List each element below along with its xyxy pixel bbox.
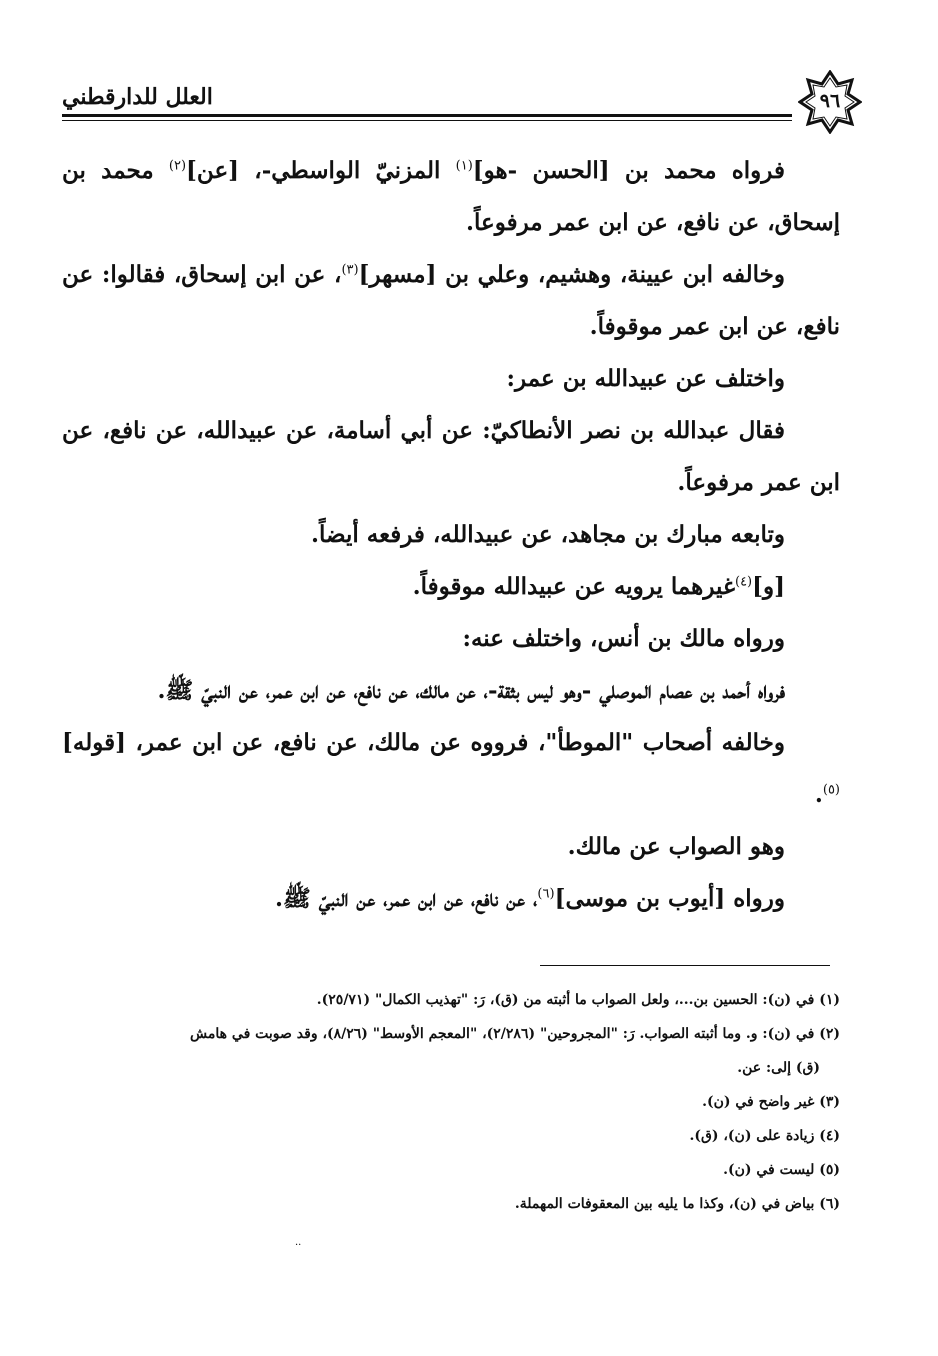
paragraph: وهو الصواب عن مالك. xyxy=(567,833,785,860)
paragraph: ورواه مالك بن أنس، واختلف عنه: xyxy=(462,625,785,652)
footnote-separator xyxy=(540,965,830,966)
paragraph: واختلف عن عبيدالله بن عمر: xyxy=(506,365,785,392)
footnote-ref[interactable]: (٥) xyxy=(822,782,840,798)
paragraph: ورواه [أيوب بن موسى]$^{(٦)}$، عن نافع، عن ابن عمر، عن النبيّ ﷺ. xyxy=(274,885,785,912)
header-rule-thick xyxy=(62,114,792,117)
footnote: (٥) ليست في (ن). xyxy=(723,1162,840,1178)
page-number: ٩٦ xyxy=(819,90,841,112)
paragraph: وتابعه مبارك بن مجاهد، عن عبيدالله، فرفعه أيضاً. xyxy=(311,521,785,548)
page-header xyxy=(62,70,862,130)
footnote-ref[interactable]: (٤) xyxy=(734,574,753,590)
footnote-ref[interactable]: (٦) xyxy=(537,886,555,902)
paragraph: [و]$^{(٤)}$غيرهما يرويه عن عبيدالله موقوفاً. xyxy=(412,573,785,600)
footnote: (٣) غير واضح في (ن). xyxy=(702,1094,840,1110)
footnote-continuation: (ق) إلى: عن. xyxy=(737,1060,820,1076)
footnote-ref[interactable]: (٣) xyxy=(341,262,359,278)
paragraph: وخالفه ابن عيينة، وهشيم، وعلي بن [مسهر]$^{(٣)}$، عن ابن إسحاق، فقالوا: عن نافع، عن ابن عمر موقوفاً. xyxy=(62,261,840,340)
page-number-badge xyxy=(798,70,862,134)
footnote-ref[interactable]: (١) xyxy=(455,158,473,174)
scan-speck: ·· xyxy=(295,1240,302,1251)
footnote: (٢) في (ن): و. وما أثبته الصواب. رَ: "المجروحين" (٢/٢٨٦)، "المعجم الأوسط" (٨/٢٦)، وقد صوبت في هامش xyxy=(190,1026,840,1042)
footnote: (٦) بياض في (ن)، وكذا ما يليه بين المعقوفات المهملة. xyxy=(514,1196,840,1212)
paragraph: فرواه أحمد بن عصام الموصلي -وهو ليس بثقة-، عن مالك، عن نافع، عن ابن عمر، عن النبيّ ﷺ. xyxy=(157,677,785,704)
paragraph: فقال عبدالله بن نصر الأنطاكيّ: عن أبي أسامة، عن عبيدالله، عن نافع، عن ابن عمر مرفوعاً. xyxy=(62,417,840,496)
paragraph: وخالفه أصحاب "الموطأ"، فرووه عن مالك، عن نافع، عن ابن عمر، [قوله]$^{(٥)}$. xyxy=(62,729,840,808)
header-rule-thin xyxy=(62,120,792,121)
running-title: العلل للدارقطني xyxy=(62,84,213,110)
footnote-ref[interactable]: (٢) xyxy=(168,158,187,174)
footnote: (١) في (ن): الحسين بن...، ولعل الصواب ما أثبته من (ق)، رَ: "تهذيب الكمال" (٢٥/٧١). xyxy=(316,992,840,1008)
footnote: (٤) زيادة على (ن)، (ق). xyxy=(689,1128,840,1144)
main-text xyxy=(62,145,840,925)
footnotes xyxy=(55,985,840,1223)
paragraph: فرواه محمد بن [الحسن -هو]$^{(١)}$ المزنيّ الواسطي-، [عن]$^{(٢)}$ محمد بن إسحاق، عن نافع، عن ابن عمر مرفوعاً. xyxy=(62,157,840,236)
